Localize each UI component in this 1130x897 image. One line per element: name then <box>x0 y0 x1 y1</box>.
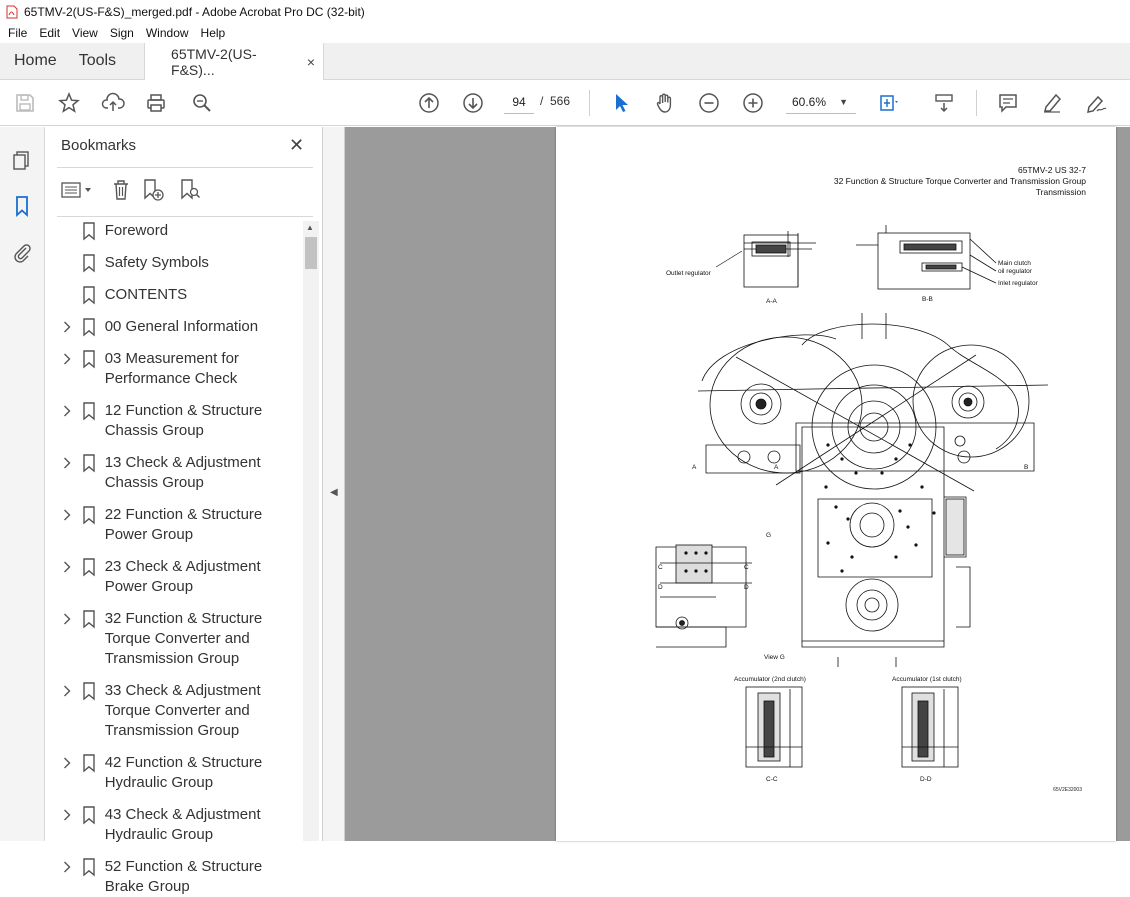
page-header-code: 65TMV-2 US 32-7 <box>1017 165 1086 175</box>
zoom-level-value: 60.6% <box>792 95 827 109</box>
bookmark-item[interactable] <box>45 221 303 241</box>
menu-window[interactable]: Window <box>145 26 189 40</box>
label-c-right: C <box>744 564 749 571</box>
divider <box>57 216 313 217</box>
bookmark-label: 42 Function & Structure Hydraulic Group <box>104 754 263 791</box>
fit-page-icon[interactable] <box>876 91 900 115</box>
bookmark-flag-icon <box>79 453 99 473</box>
label-d-left: D <box>658 584 663 591</box>
expand-chevron-icon[interactable] <box>59 317 75 337</box>
label-main-clutch: Main clutch <box>998 260 1031 267</box>
bookmark-flag-icon <box>79 557 99 577</box>
label-b: B <box>1024 464 1029 471</box>
bookmark-item[interactable] <box>45 805 303 845</box>
expand-chevron-icon[interactable] <box>59 609 75 629</box>
bookmark-item[interactable] <box>45 505 303 545</box>
bookmark-label: 00 General Information <box>104 318 259 335</box>
bookmark-label: 12 Function & Structure Chassis Group <box>104 402 263 439</box>
spacer <box>59 221 75 241</box>
menu-bar <box>0 23 1130 43</box>
scroll-up-icon[interactable]: ▲ <box>306 223 314 232</box>
zoom-out-icon[interactable] <box>697 91 721 115</box>
bookmark-flag-icon <box>79 681 99 701</box>
bookmark-label: 22 Function & Structure Power Group <box>104 506 263 543</box>
find-bookmark-icon[interactable] <box>177 177 203 203</box>
attachments-icon[interactable] <box>10 240 34 264</box>
document-viewport[interactable] <box>345 127 1130 841</box>
bookmark-flag-icon <box>79 609 99 629</box>
bookmark-flag-icon <box>79 857 99 877</box>
bookmark-flag-icon <box>79 317 99 337</box>
figure-code: 65V2E32003 <box>1053 787 1082 793</box>
expand-chevron-icon[interactable] <box>59 453 75 473</box>
close-icon[interactable]: ✕ <box>289 135 305 155</box>
comment-icon[interactable] <box>996 91 1020 115</box>
bookmarks-title: Bookmarks <box>61 137 137 154</box>
bookmarks-icon[interactable] <box>10 194 34 218</box>
pdf-file-icon <box>6 5 18 19</box>
bookmark-options-icon[interactable] <box>59 177 95 203</box>
label-accumulator-1st: Accumulator (1st clutch) <box>892 676 962 683</box>
tab-tools[interactable]: Tools <box>78 52 117 69</box>
label-inlet-regulator: Inlet regulator <box>998 280 1038 287</box>
label-a-right: A <box>774 464 779 471</box>
tab-bar <box>0 43 1130 80</box>
save-icon[interactable] <box>13 91 37 115</box>
bookmark-flag-icon <box>79 253 99 273</box>
zoom-in-icon[interactable] <box>741 91 765 115</box>
zoom-level-select[interactable] <box>786 90 856 114</box>
bookmark-item[interactable] <box>45 557 303 597</box>
title-bar <box>0 0 1130 23</box>
bookmark-flag-icon <box>79 753 99 773</box>
highlight-pen-icon[interactable] <box>1040 91 1064 115</box>
hand-icon[interactable] <box>653 91 677 115</box>
bookmark-label: CONTENTS <box>104 286 188 303</box>
bookmarks-panel <box>45 127 323 895</box>
bookmark-list <box>45 221 303 895</box>
expand-chevron-icon[interactable] <box>59 681 75 701</box>
scroll-mode-icon[interactable] <box>932 91 956 115</box>
label-section-aa: A-A <box>766 298 777 305</box>
bookmark-flag-icon <box>79 805 99 825</box>
expand-chevron-icon[interactable] <box>59 557 75 577</box>
label-section-cc: C-C <box>766 776 778 783</box>
menu-edit[interactable]: Edit <box>39 26 61 40</box>
page-number-input[interactable]: 94 <box>504 90 534 114</box>
bookmark-item[interactable] <box>45 857 303 897</box>
label-d-right: D <box>744 584 749 591</box>
menu-help[interactable]: Help <box>200 26 226 40</box>
left-navigation-rail <box>0 127 45 841</box>
toolbar-divider <box>976 90 977 116</box>
bookmark-label: 03 Measurement for Performance Check <box>104 350 239 387</box>
toolbar-divider <box>589 90 590 116</box>
bookmark-label: 32 Function & Structure Torque Converter and Transmission Group <box>104 610 263 667</box>
label-outlet-regulator: Outlet regulator <box>666 270 711 277</box>
page-total: 566 <box>550 94 571 108</box>
label-oil-regulator: oil regulator <box>998 268 1032 275</box>
page-down-icon[interactable] <box>461 91 485 115</box>
bookmark-item[interactable] <box>45 285 303 305</box>
bookmark-label: 52 Function & Structure Brake Group <box>104 858 263 895</box>
label-c-left: C <box>658 564 663 571</box>
transmission-technical-drawing <box>556 127 1116 841</box>
bookmark-label: 23 Check & Adjustment Power Group <box>104 558 261 595</box>
scrollbar-thumb[interactable] <box>305 237 317 269</box>
bookmark-item[interactable] <box>45 253 303 273</box>
spacer <box>59 285 75 305</box>
star-icon[interactable] <box>57 91 81 115</box>
expand-chevron-icon[interactable] <box>59 505 75 525</box>
menu-file[interactable]: File <box>8 26 28 40</box>
sign-icon[interactable] <box>1084 91 1108 115</box>
bookmark-flag-icon <box>79 401 99 421</box>
expand-chevron-icon[interactable] <box>59 753 75 773</box>
divider <box>57 167 313 168</box>
bookmark-label: 33 Check & Adjustment Torque Converter and Transmission Group <box>104 682 261 739</box>
pages-thumbnail-icon[interactable] <box>10 148 34 172</box>
tab-close-icon[interactable]: × <box>306 54 316 70</box>
bookmark-item[interactable] <box>45 681 303 741</box>
zoom-search-icon[interactable] <box>190 91 214 115</box>
tab-document[interactable] <box>144 43 324 81</box>
label-view-g: View G <box>764 654 785 661</box>
tab-home[interactable]: Home <box>14 52 57 69</box>
label-accumulator-2nd: Accumulator (2nd clutch) <box>734 676 806 683</box>
page-up-icon[interactable] <box>417 91 441 115</box>
new-bookmark-icon[interactable] <box>140 177 166 203</box>
page-header-section: 32 Function & Structure Torque Converter and Transmission Group <box>833 176 1086 186</box>
panel-collapse-handle[interactable] <box>323 127 345 841</box>
main-toolbar <box>0 80 1130 126</box>
expand-chevron-icon[interactable] <box>59 857 75 877</box>
collapse-arrow-icon: ◀ <box>330 487 338 498</box>
expand-chevron-icon[interactable] <box>59 349 75 369</box>
bookmark-item[interactable] <box>45 453 303 493</box>
bookmark-label: 13 Check & Adjustment Chassis Group <box>104 454 261 491</box>
bookmark-item[interactable] <box>45 349 303 389</box>
label-section-bb: B-B <box>922 296 933 303</box>
upload-icon[interactable] <box>101 91 125 115</box>
bookmark-flag-icon <box>79 221 99 241</box>
bookmarks-scrollbar[interactable] <box>303 221 319 841</box>
expand-chevron-icon[interactable] <box>59 401 75 421</box>
window-title: 65TMV-2(US-F&S)_merged.pdf - Adobe Acrobat Pro DC (32-bit) <box>24 4 365 19</box>
bookmark-label: Foreword <box>104 222 169 239</box>
delete-bookmark-icon[interactable] <box>108 177 134 203</box>
bookmark-item[interactable] <box>45 609 303 669</box>
bookmark-label: Safety Symbols <box>104 254 209 271</box>
label-g: G <box>766 532 772 539</box>
label-section-dd: D-D <box>920 776 932 783</box>
bookmark-item[interactable] <box>45 317 303 337</box>
bookmark-label: 43 Check & Adjustment Hydraulic Group <box>104 806 261 843</box>
menu-sign[interactable]: Sign <box>109 26 134 40</box>
label-a-left: A <box>692 464 697 471</box>
bookmarks-toolbar <box>59 177 219 205</box>
page-header-topic: Transmission <box>1035 187 1086 197</box>
bookmark-flag-icon <box>79 285 99 305</box>
chevron-down-icon: ▼ <box>839 97 848 107</box>
bookmark-item[interactable] <box>45 753 303 793</box>
pdf-page <box>556 127 1116 841</box>
spacer <box>59 253 75 273</box>
bookmark-flag-icon <box>79 505 99 525</box>
print-icon[interactable] <box>144 91 168 115</box>
tab-document-label: 65TMV-2(US-F&S)... <box>171 46 257 78</box>
menu-view[interactable]: View <box>72 26 98 40</box>
page-separator: / <box>540 94 544 108</box>
bookmark-item[interactable] <box>45 401 303 441</box>
bookmark-flag-icon <box>79 349 99 369</box>
expand-chevron-icon[interactable] <box>59 805 75 825</box>
select-arrow-icon[interactable] <box>609 91 633 115</box>
